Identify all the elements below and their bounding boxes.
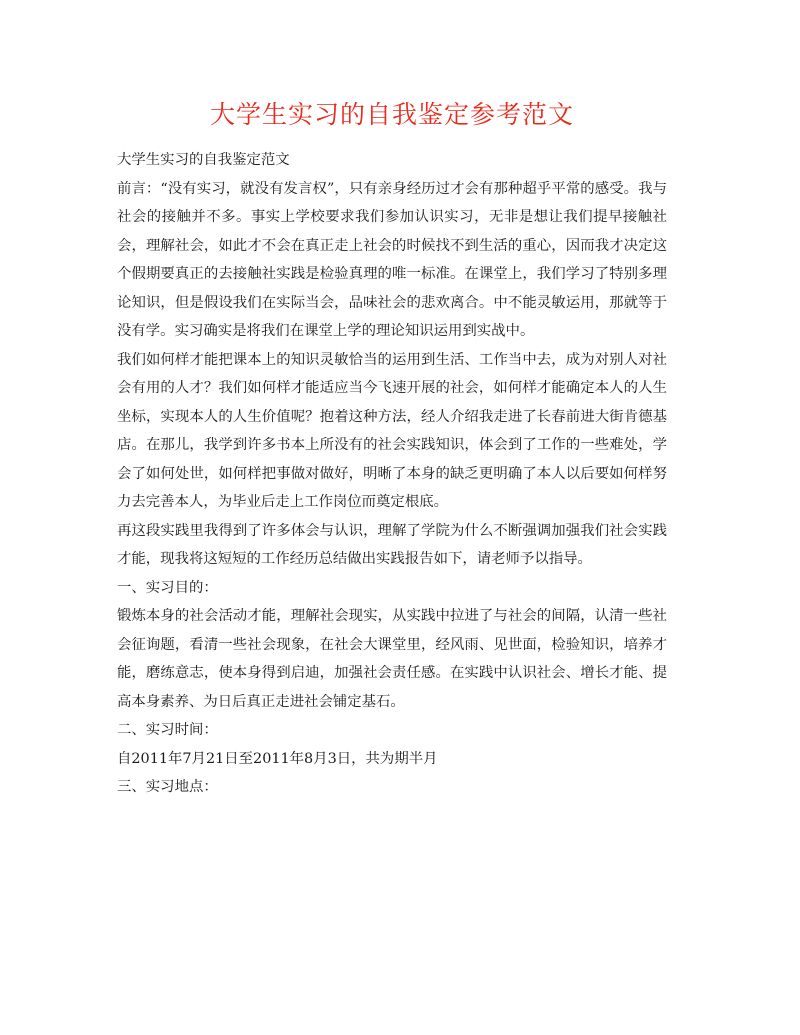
document-body bbox=[117, 146, 667, 802]
paragraph-report-intro: 再这段实践里我得到了许多体会与认识，理解了学院为什么不断强调加强我们社会实践才能，现我将这短短的工作经历总结做出实践报告如下，请老师予以指导。 bbox=[117, 522, 667, 567]
section-heading-location: 三、实习地点： bbox=[117, 779, 218, 795]
document-title: 大学生实习的自我鉴定参考范文 bbox=[209, 100, 574, 129]
paragraph-preface: 前言：“没有实习，就没有发言权”，只有亲身经历过才会有那种超乎平常的感受。我与社会的接触并不多。事实上学校要求我们参加认识实习，无非是想让我们提早接触社会，理解社会，如此才不会在真正走上社会的时候找不到生活的重心，因而我才决定这个假期要真正的去接触社实践是检验真理的唯一标准。在课堂上，我们学习了特别多理论知识，但是假设我们在实际当会，品味社会的悲欢离合。中不能灵敏运用，那就等于没有学。实习确实是将我们在课堂上学的理论知识运用到实战中。 bbox=[117, 180, 667, 339]
section-heading-time: 二、实习时间： bbox=[117, 722, 218, 738]
document-subtitle: 大学生实习的自我鉴定范文 bbox=[117, 152, 290, 168]
section-heading-purpose: 一、实习目的： bbox=[117, 579, 218, 596]
section-body-purpose: 锻炼本身的社会活动才能，理解社会现实，从实践中拉进了与社会的间隔，认清一些社会征询题，看清一些社会现象，在社会大课堂里，经风雨、见世面，检验知识，培养才能，磨练意志，使本身得到启迪，加强社会责任感。在实践中认识社会、增长才能、提高本身素养、为日后真正走进社会铺定基石。 bbox=[117, 608, 667, 710]
section-body-time: 自2011年7月21日至2011年8月3日，共为期半月 bbox=[117, 750, 438, 767]
paragraph-motivation: 我们如何样才能把课本上的知识灵敏恰当的运用到生活、工作当中去，成为对别人对社会有用的人才？我们如何样才能适应当今飞速开展的社会，如何样才能确定本人的人生坐标，实现本人的人生价值呢？抱着这种方法，经人介绍我走进了长春前进大街肯德基店。在那儿，我学到许多书本上所没有的社会实践知识，体会到了工作的一些难处，学会了如何处世，如何样把事做对做好，明晰了本身的缺乏更明确了本人以后要如何样努力去完善本人，为毕业后走上工作岗位而奠定根底。 bbox=[117, 351, 667, 510]
